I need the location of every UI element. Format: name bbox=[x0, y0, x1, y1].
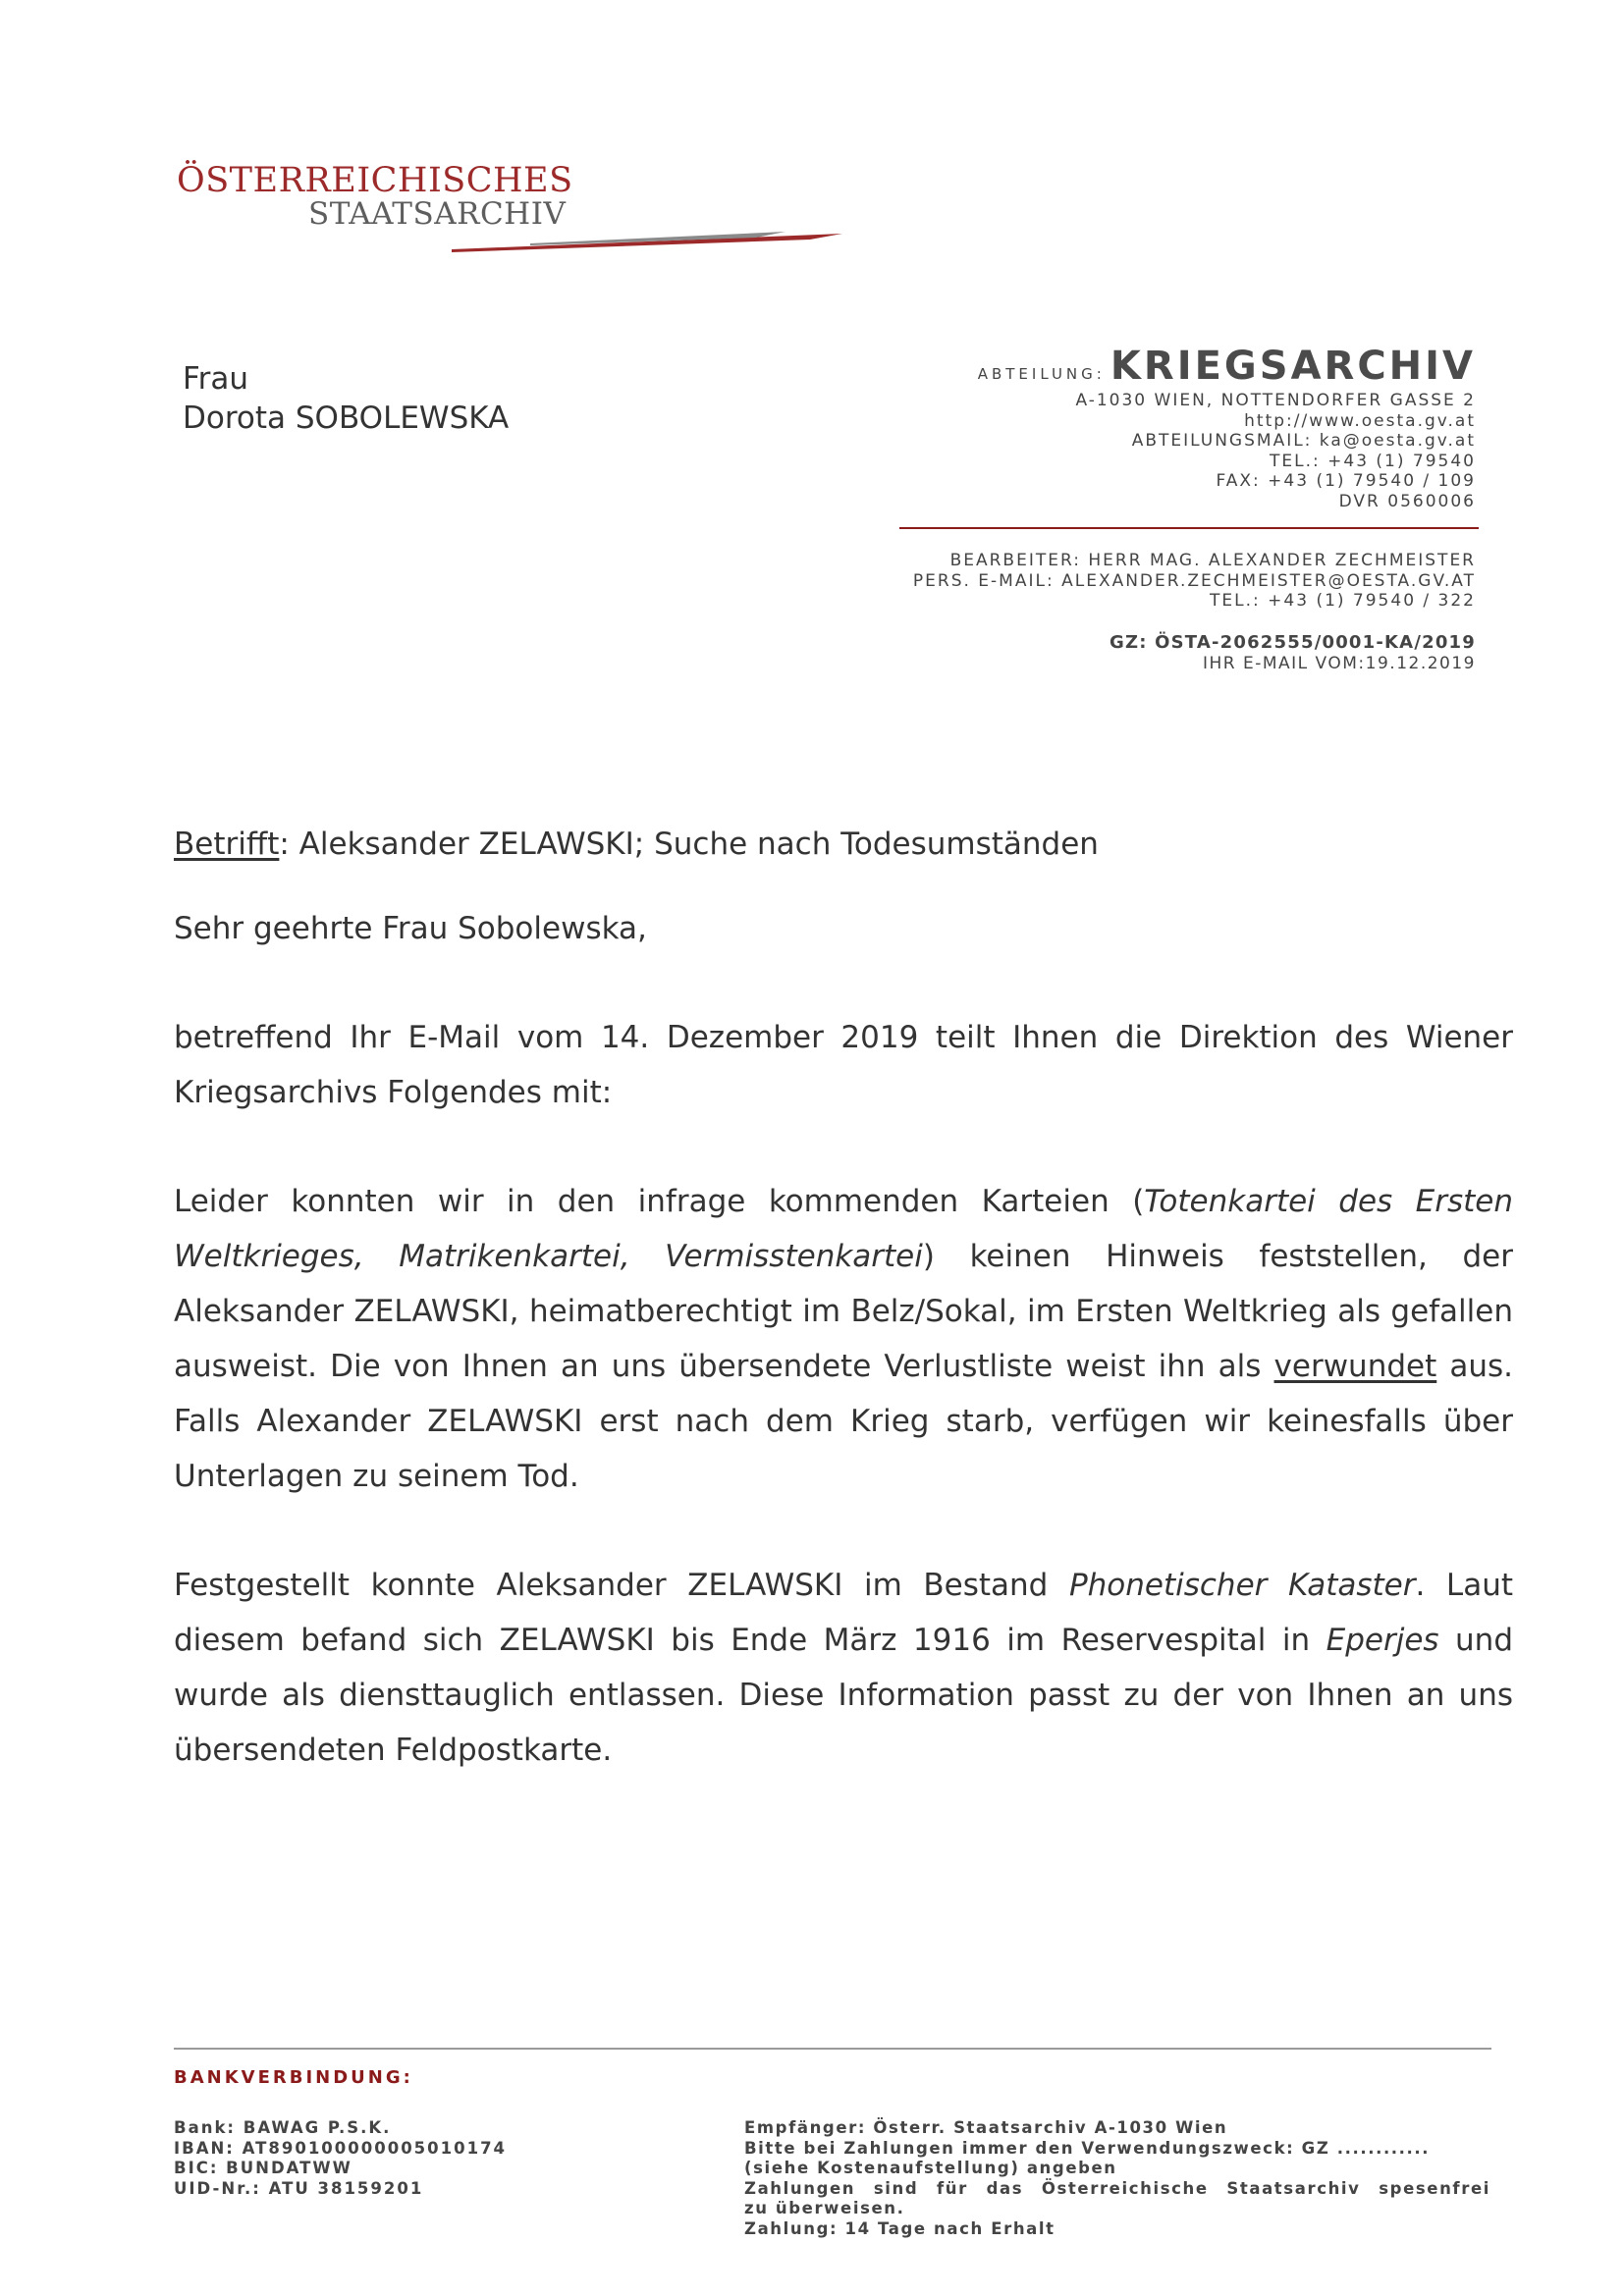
contact-mail: ABTEILUNGSMAIL: ka@oesta.gv.at bbox=[1131, 431, 1476, 451]
recipient-address bbox=[183, 359, 509, 438]
handler-name: BEARBEITER: HERR MAG. ALEXANDER ZECHMEISTER bbox=[949, 551, 1476, 570]
p2-text-b: ) keinen Hinweis feststellen, der Aleksander ZELAWSKI, heimatberechtigt im Belz/Sokal, im Ersten Weltkrieg als gefallen ausweist. Die von Ihnen an uns übersendete Verlustliste weist ihn als bbox=[174, 1239, 1513, 1384]
payment-instructions bbox=[744, 2118, 1490, 2239]
contact-dvr: DVR 0560006 bbox=[1338, 491, 1476, 511]
p3-italic-1: Phonetischer Kataster bbox=[1068, 1568, 1416, 1603]
p2-text-c: aus. Falls Alexander ZELAWSKI erst nach dem Krieg starb, verfügen wir keinesfalls über Unterlagen zu seinem Tod. bbox=[174, 1349, 1513, 1494]
logo-swoosh-icon bbox=[432, 196, 844, 255]
department-header bbox=[978, 344, 1476, 389]
bank-name: Bank: BAWAG P.S.K. bbox=[174, 2118, 392, 2137]
footer-divider bbox=[174, 2048, 1491, 2050]
subject-line bbox=[174, 817, 1513, 872]
subject-label: Betrifft bbox=[174, 827, 280, 862]
reference-email-date: IHR E-MAIL VOM:19.12.2019 bbox=[1202, 653, 1476, 673]
reference-info bbox=[1110, 633, 1476, 673]
logo-line-1: ÖSTERREICHISCHES bbox=[177, 161, 573, 200]
greeting: Sehr geehrte Frau Sobolewska, bbox=[174, 911, 647, 946]
department-contact bbox=[1075, 391, 1476, 511]
payment-transfer-note: zu überweisen. bbox=[744, 2199, 905, 2217]
archive-logo bbox=[177, 157, 687, 255]
paragraph-1: betreffend Ihr E-Mail vom 14. Dezember 2019 teilt Ihnen die Direktion des Wiener Kriegsarchivs Folgendes mit: bbox=[174, 1020, 1513, 1110]
bank-heading: BANKVERBINDUNG: bbox=[174, 2067, 413, 2088]
payment-fee-note: Zahlungen sind für das Österreichische Staatsarchiv spesenfrei bbox=[744, 2178, 1490, 2198]
p3-text-b: . Laut diesem befand sich ZELAWSKI bis Ende März 1916 im Reservespital in bbox=[174, 1568, 1513, 1658]
department-label: ABTEILUNG: bbox=[977, 365, 1106, 383]
reference-number: GZ: ÖSTA-2062555/0001-KA/2019 bbox=[1109, 632, 1476, 653]
p2-text-a: Leider konnten wir in den infrage kommenden Karteien ( bbox=[174, 1184, 1145, 1219]
letter-body bbox=[174, 817, 1513, 1778]
bank-bic: BIC: BUNDATWW bbox=[174, 2159, 352, 2177]
recipient-salutation: Frau bbox=[183, 361, 248, 397]
bank-details bbox=[174, 2118, 507, 2199]
department-name: KRIEGSARCHIV bbox=[1110, 344, 1476, 389]
payment-recipient: Empfänger: Österr. Staatsarchiv A-1030 Wien bbox=[744, 2118, 1228, 2137]
handler-info bbox=[913, 551, 1476, 612]
p2-underlined: verwundet bbox=[1273, 1349, 1437, 1384]
header-divider bbox=[899, 527, 1479, 529]
handler-email: PERS. E-MAIL: ALEXANDER.ZECHMEISTER@OESTA.GV.AT bbox=[912, 570, 1476, 591]
paragraph-3 bbox=[174, 1558, 1513, 1778]
logo-line-2: STAATSARCHIV bbox=[308, 196, 567, 232]
paragraph-2 bbox=[174, 1174, 1513, 1504]
handler-phone: TEL.: +43 (1) 79540 / 322 bbox=[1210, 591, 1476, 611]
p3-text-c: und wurde als diensttauglich entlassen. Diese Information passt zu der von Ihnen an uns übersendeten Feldpostkarte. bbox=[174, 1623, 1514, 1768]
contact-website: http://www.oesta.gv.at bbox=[1244, 410, 1476, 431]
contact-fax: FAX: +43 (1) 79540 / 109 bbox=[1216, 471, 1476, 491]
contact-address: A-1030 WIEN, NOTTENDORFER GASSE 2 bbox=[1075, 391, 1476, 410]
p3-italic-2: Eperjes bbox=[1326, 1623, 1439, 1658]
p2-italic: Totenkartei des Ersten Weltkrieges, Matrikenkartei, Vermisstenkartei bbox=[174, 1184, 1514, 1274]
payment-cost-note: (siehe Kostenaufstellung) angeben bbox=[744, 2159, 1117, 2177]
bank-iban: IBAN: AT890100000005010174 bbox=[174, 2138, 508, 2158]
bank-uid: UID-Nr.: ATU 38159201 bbox=[174, 2178, 424, 2198]
contact-phone: TEL.: +43 (1) 79540 bbox=[1270, 451, 1476, 471]
p3-text-a: Festgestellt konnte Aleksander ZELAWSKI im Bestand bbox=[174, 1568, 1069, 1603]
recipient-name: Dorota SOBOLEWSKA bbox=[183, 400, 510, 436]
payment-terms: Zahlung: 14 Tage nach Erhalt bbox=[744, 2218, 1056, 2238]
subject-text: : Aleksander ZELAWSKI; Suche nach Todesumständen bbox=[279, 827, 1099, 862]
payment-purpose: Bitte bei Zahlungen immer den Verwendungszweck: GZ ............ bbox=[744, 2138, 1431, 2158]
